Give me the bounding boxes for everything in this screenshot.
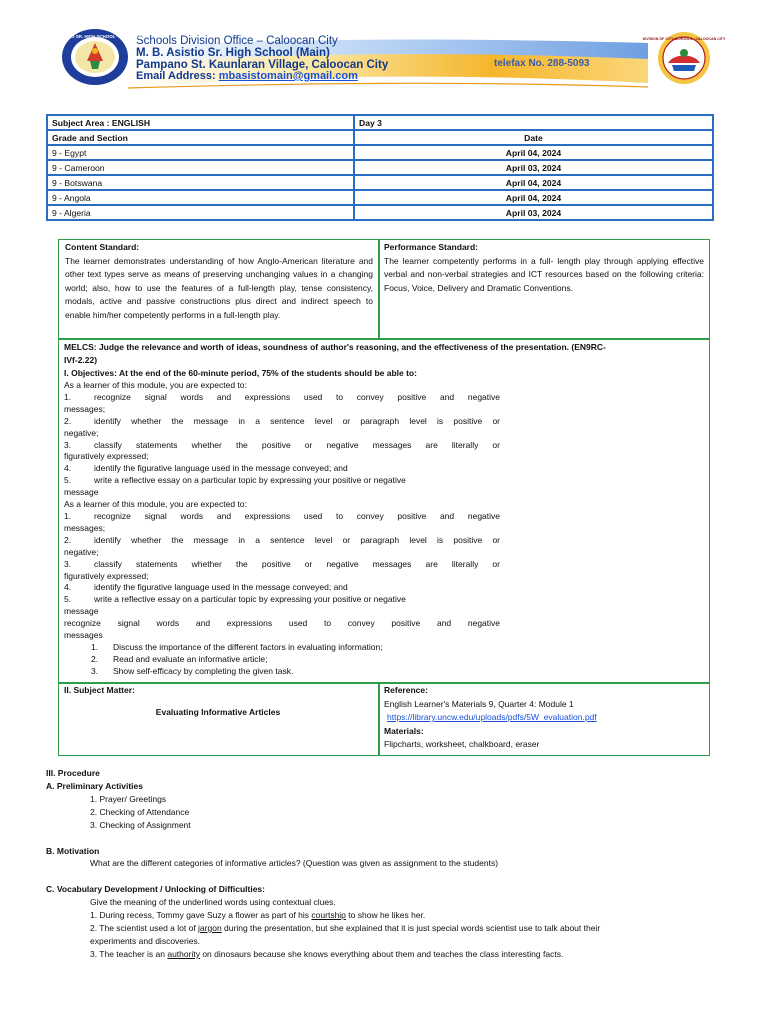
content-standard-cell [65,241,373,323]
table-row [47,145,713,160]
table-row [47,205,713,220]
vocabulary-item-3: 3. The teacher is an authority on dinosaurs because she knows everything about them and teaches the class interesting facts. [90,949,564,959]
section-cell: 9 - Egypt [47,145,354,160]
subject-matter-cell [64,684,372,719]
day-cell: Day 3 [354,115,713,130]
list-item: message [64,606,99,617]
list-item: negative; [64,546,99,557]
divider [378,682,380,756]
list-item: figuratively expressed; [64,451,149,462]
list-item: 4. identify the figurative language used in the message conveyed; and [64,463,348,474]
divider [378,240,380,338]
content-standard-label: Content Standard: [65,242,140,252]
telefax-number: telefax No. 288-5093 [494,58,590,69]
email-link[interactable]: mbasistomain@gmail.com [218,70,358,82]
list-item: negative; [64,427,99,438]
school-seal-logo [45,27,145,87]
sub-objectives-list [64,642,704,678]
list-item: As a learner of this module, you are expected to: [64,380,247,390]
content-standard-text: The learner demonstrates understanding of how Anglo-American literature and other text types serve as means of preserving unchanging values in a changing world; also, how to use the features of a full-length play, tense consistency, modals, active and passive constructions plus direct and indirect speech to enable him/her competently performs in a full-length play. [65,255,373,320]
list-item: message [64,487,99,498]
motivation-heading: B. Motivation [46,846,100,856]
subject-area-cell: Subject Area : ENGLISH [47,115,354,130]
underlined-word: authority [167,949,200,959]
table-row [47,175,713,190]
motivation-text: What are the different categories of informative articles? (Question was given as assignment to the students) [90,858,499,868]
list-item: As a learner of this module, you are expected to: [64,499,247,510]
grade-section-header: Grade and Section [47,130,354,145]
school-address: Pampano St. Kaunlaran Village, Caloocan City [136,59,389,71]
list-item: recognize signal words and expressions used to convey positive and negative [64,618,500,629]
class-info-table [46,114,714,221]
section-cell: 9 - Angola [47,190,354,205]
reference-link[interactable]: https://library.uncw.edu/uploads/pdfs/5W_evaluation.pdf [387,712,597,723]
list-item: 1. recognize signal words and expressions used to convey positive and negative [64,510,500,521]
list-item: 1. recognize signal words and expressions used to convey positive and negative [64,391,500,402]
procedure-heading: III. Procedure [46,768,100,778]
list-item: 2. Read and evaluate an informative article; [91,653,268,664]
list-item: 3. Checking of Assignment [90,820,191,830]
materials-text: Flipcharts, worksheet, chalkboard, eraser [384,739,540,750]
reference-label: Reference: [384,685,428,695]
list-item: 1. Discuss the importance of the different factors in evaluating information; [91,641,383,652]
division-office-line: Schools Division Office – Caloocan City [136,35,338,47]
performance-standard-cell [384,241,704,295]
list-item: 2. identify whether the message in a sentence level or paragraph level is positive or [64,534,500,545]
list-item: 2. identify whether the message in a sentence level or paragraph level is positive or [64,415,500,426]
performance-standard-text: The learner competently performs in a full- length play through applying effective verbal and non-verbal strategies and ICT resources based on the following criteria: Focus, Voice, Delivery and Dramatic Conventions. [384,255,704,293]
underlined-word: jargon [198,923,222,933]
list-item: messages; [64,522,106,533]
list-item: 3. classify statements whether the positive or negative messages are literally or [64,439,500,450]
division-seal-logo [642,31,726,85]
seal-text-top: M. B. ASISTIO SR. HIGH SCHOOL · CALOOCAN [45,34,145,39]
underlined-word: courtship [311,910,346,920]
lesson-plan-table [58,239,710,756]
objectives-heading: I. Objectives: At the end of the 60-minute period, 75% of the students should be able to: [64,368,417,378]
materials-label: Materials: [384,725,424,736]
melcs-title: MELCS: Judge the relevance and worth of ideas, soundness of author's reasoning, and the effectiveness of the presentation. (EN9RC- [64,342,606,352]
school-name: M. B. Asistio Sr. High School (Main) [136,47,330,59]
date-cell: April 04, 2024 [354,175,713,190]
date-cell: April 04, 2024 [354,190,713,205]
reference-cell [384,684,704,752]
list-item: 3. classify statements whether the positive or negative messages are literally or [64,558,500,569]
preliminary-heading: A. Preliminary Activities [46,781,144,791]
list-item: 3. Show self-efficacy by completing the given task. [91,665,294,676]
section-cell: 9 - Cameroon [47,160,354,175]
list-item: 5. write a reflective essay on a particular topic by expressing your positive or negative [64,475,406,486]
list-item: figuratively expressed; [64,570,149,581]
melcs-code: IVf-2.22) [64,355,98,365]
subject-matter-label: II. Subject Matter: [64,685,135,695]
list-item: 4. identify the figurative language used in the message conveyed; and [64,582,348,593]
email-line [136,70,358,82]
section-cell: 9 - Algeria [47,205,354,220]
table-row [47,190,713,205]
reference-text: English Learner's Materials 9, Quarter 4: Module 1 [384,698,574,709]
objectives-list [64,380,704,642]
performance-standard-label: Performance Standard: [384,242,478,252]
vocabulary-heading: C. Vocabulary Development / Unlocking of Difficulties: [46,884,265,894]
section-cell: 9 - Botswana [47,175,354,190]
table-row [47,160,713,175]
vocabulary-item-2: 2. The scientist used a lot of jargon during the presentation, but she explained that it is just special words scientist use to talk about their [90,923,601,933]
email-label: Email Address: [136,70,216,82]
vocabulary-item-2-cont: experiments and discoveries. [90,936,201,946]
list-item: 2. Checking of Attendance [90,807,190,817]
list-item: messages [64,630,103,641]
list-item: 5. write a reflective essay on a particular topic by expressing your positive or negative [64,594,406,605]
seal-text-right: DIVISION OF CITY SCHOOLS · CALOOCAN CITY [642,37,726,41]
vocabulary-item-1: 1. During recess, Tommy gave Suzy a flower as part of his courtship to show he likes her. [90,910,426,920]
list-item: messages; [64,403,106,414]
date-cell: April 03, 2024 [354,205,713,220]
date-header: Date [354,130,713,145]
date-cell: April 03, 2024 [354,160,713,175]
list-item: 1. Prayer/ Greetings [90,794,167,804]
divider [59,338,709,340]
subject-matter-topic: Evaluating Informative Articles [155,706,281,717]
date-cell: April 04, 2024 [354,145,713,160]
objectives-cell [64,341,704,678]
vocabulary-intro: Give the meaning of the underlined words using contextual clues. [90,897,336,907]
